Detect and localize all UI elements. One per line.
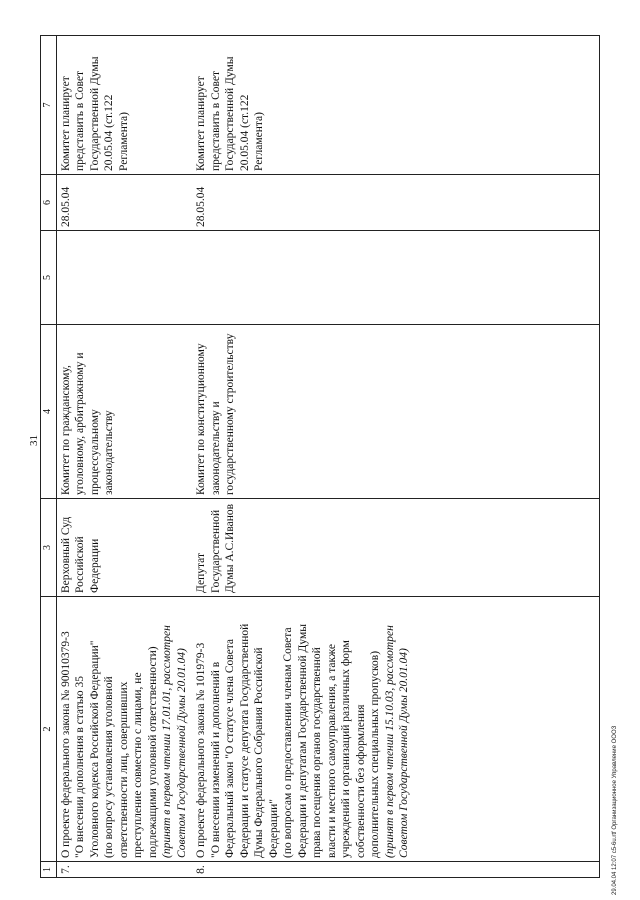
bill-reading-note: (принят в первом чтении 17.01.01, рассмотрен [161,625,173,858]
bill-line: О проекте федерального закона № 101979-3 [195,642,207,858]
row-number: 7. [56,862,192,878]
column-number: 5 [41,231,57,325]
column-number: 7 [41,36,57,175]
bill-line: "О внесении изменений и дополнений в [209,661,222,858]
responsible-committee: Комитет по конституционному законодательству и государственному строительству [192,325,600,499]
column-number: 3 [41,499,57,597]
bill-reading-note: (принят в первом чтении 15.10.03, рассмотрен [383,625,396,858]
page-number: 31 [28,435,40,446]
bill-line: собственности без оформления [354,704,367,858]
bill-line: Уголовного кодекса Российской Федерации" [88,640,101,858]
bill-line: учреждений и организаций различных форм [340,640,352,858]
note-cell: Комитет планирует представить в Совет Государственной Думы 20.05.04 (ст.122 Регламента) [56,36,192,175]
bill-line: дополнительных специальных пропусков) [369,650,381,858]
initiator: Депутат Государственной Думы А.С.Иванов [192,499,600,597]
bill-reading-note: Советом Государственной Думы 20.01.04) [175,648,188,858]
date-cell: 28.05.04 [192,175,600,231]
legislation-table [40,35,600,878]
initiator: Верховный Суд Российской Федерации [56,499,192,597]
note-cell: Комитет планирует представить в Совет Государственной Думы 20.05.04 (ст.122 Регламента) [192,36,600,175]
bill-line: ответственности лиц, совершивших [117,681,130,858]
bill-line: (по вопросу установления уголовной [103,676,115,858]
table-row [56,36,192,878]
column-number: 4 [41,325,57,499]
row-number: 8. [192,862,600,878]
responsible-committee: Комитет по гражданскому, уголовному, арбитражному и процессуальному законодательству [56,325,192,499]
bill-line: Федерации" [267,798,280,858]
bill-description [192,597,600,862]
bill-line: власти и местного самоуправления, а также [325,644,338,858]
bill-line: преступление совместно с лицами, не [132,672,144,858]
bill-line: Федеральный закон "О статусе члена Совета [224,639,236,858]
date-cell: 28.05.04 [56,175,192,231]
bill-line: Федерации и статусе депутата Государственной [238,623,251,858]
column-number: 1 [41,862,57,878]
column-number: 6 [41,175,57,231]
table-row [192,36,600,878]
bill-line: (по вопросам о предоставлении членам Совета [282,627,294,858]
bill-line: права посещения органов государственной [311,647,323,858]
bill-line: подлежащими уголовной ответственности) [146,646,159,858]
column-number-row [41,36,57,878]
bill-line: Думы Федерального Собрания Российской [253,647,265,858]
bill-description [56,597,192,862]
column-5-cell [56,231,192,325]
bill-line: "О внесении дополнения в статью 35 [74,676,86,858]
bill-reading-note: Советом Государственной Думы 20.01.04) [398,648,410,858]
document-footer: 29.04.04 12:07 с5-6u.rtf Организационное Управление ОООЗ [612,725,618,895]
column-5-cell [192,231,600,325]
bill-line: Федерации и депутатам Государственной Думы [296,624,309,858]
column-number: 2 [41,597,57,862]
bill-line: О проекте федерального закона № 90010379-3 [59,631,72,858]
